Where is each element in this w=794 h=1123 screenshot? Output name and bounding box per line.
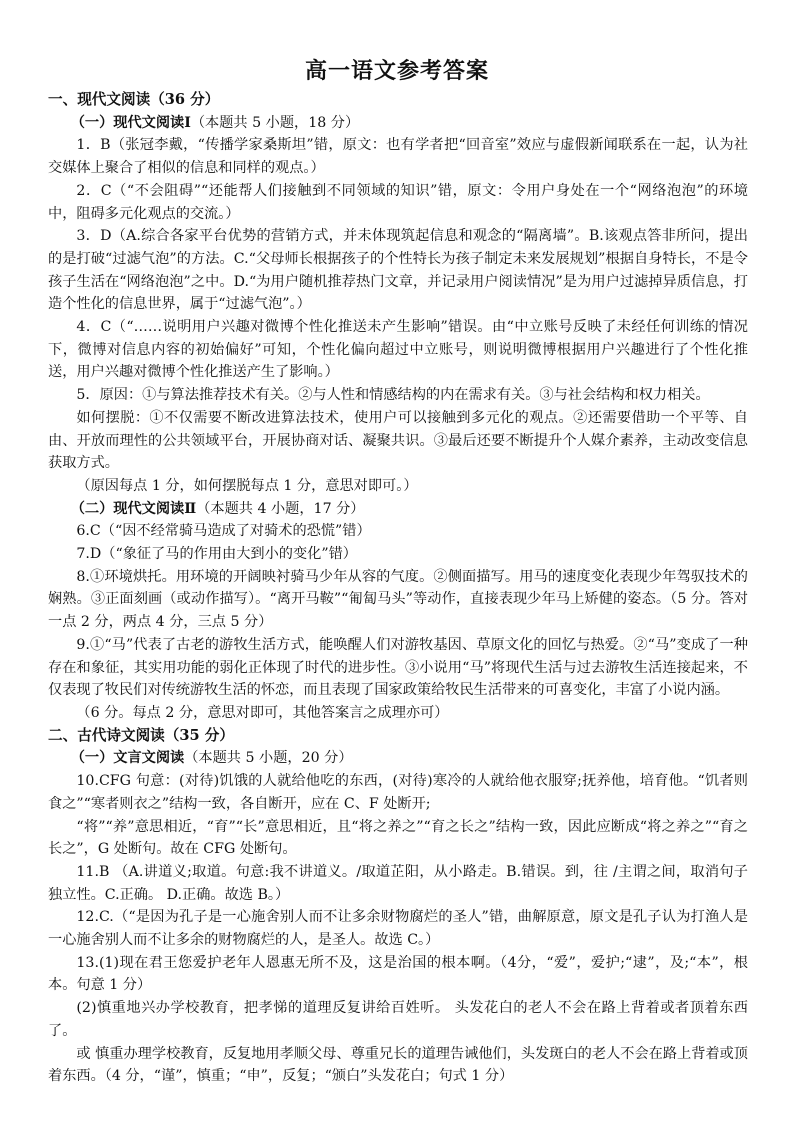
answer-q2: 2．C（“不会阻碍”“还能帮人们接触到不同领域的知识”错，原文：令用户身处在一个“网络泡泡”的环境中，阻碍多元化观点的交流。）	[48, 182, 748, 222]
section-heading-classical-reading: 二、古代诗文阅读（35 分）	[48, 726, 234, 744]
subsection-heading	[48, 747, 748, 770]
answer-q13-part1: 13.(1)现在君王您爱护老年人恩惠无所不及，这是治国的根本啊。（4分，“爱”，爱护;“逮”，及;“本”，根本。句意 1 分）	[48, 954, 748, 994]
section-heading-modern-reading: 一、现代文阅读（36 分）	[48, 91, 220, 108]
answer-q5-reasons: 5．原因：①与算法推荐技术有关。②与人性和情感结构的内在需求有关。③与社会结构和权力相关。	[76, 387, 710, 404]
answer-q5-scoring: （原因每点 1 分，如何摆脱每点 1 分，意思对即可。）	[76, 477, 418, 494]
answer-q1: 1．B（张冠李戴，“传播学家桑斯坦”错，原文：也有学者把“回音室”效应与虚假新闻联系在一起，认为社交媒体上聚合了相似的信息和同样的观点。）	[48, 137, 748, 177]
answer-q4: 4．C（“……说明用户兴趣对微博个性化推送未产生影响”错误。由“中立账号反映了未经任何训练的情况下，微博对信息内容的初始偏好”可知，个性化偏向超过中立账号，则说明微博根据用户兴趣进行了个性化推送，用户兴趣对微博个性化推送产生了影响。）	[48, 319, 748, 381]
subsection-label: （一）现代文阅读Ⅰ	[70, 114, 191, 131]
subsection-note: （本题共 4 小题，17 分）	[196, 500, 365, 517]
answer-q9-scoring: （6 分。每点 2 分，意思对即可，其他答案言之成理亦可）	[76, 704, 449, 721]
answer-q13-part2: (2)慎重地兴办学校教育，把孝悌的道理反复讲给百姓听。 头发花白的老人不会在路上背着或者顶着东西了。	[48, 1000, 748, 1039]
subsection-label: （一）文言文阅读	[70, 750, 185, 767]
subsection-note: （本题共 5 小题，20 分）	[184, 750, 353, 767]
answer-q13-alternative: 或 慎重办理学校教育，反复地用孝顺父母、尊重兄长的道理告诫他们，头发斑白的老人不会在路上背着或顶着东西。（4 分，“谨”，慎重；“申”，反复；“颁白”头发花白；句式 1 分）	[48, 1045, 748, 1085]
answer-q5-solutions: 如何摆脱：①不仅需要不断改进算法技术，使用户可以接触到多元化的观点。②还需要借助一个平等、自由、开放而理性的公共领域平台，开展协商对话、凝聚共识。③最后还要不断提升个人媒介素养，主动改变信息获取方式。	[48, 409, 748, 472]
answer-content	[48, 89, 748, 1088]
answer-q11: 11.B （A.讲道义;取道。句意:我不讲道义。/取道芷阳，从小路走。B.错误。到，往 /主谓之间，取消句子独立性。C.正确。 D.正确。故选 B。）	[48, 863, 748, 903]
answer-q8: 8.①环境烘托。用环境的开阔映衬骑马少年从容的气度。②侧面描写。用马的速度变化表现少年驾驭技术的娴熟。③正面刻画（或动作描写）。“离开马鞍”“匍匐马头”等动作，直接表现少年马上矫健的姿态。（5 分。答对一点 2 分，两点 4 分，三点 5 分）	[48, 568, 748, 631]
answer-q6: 6.C（“因不经常骑马造成了对骑术的恐慌”错）	[76, 523, 371, 540]
answer-q10: 10.CFG 句意：(对待)饥饿的人就给他吃的东西，(对待)寒冷的人就给他衣服穿;抚养他，培育他。“饥者则食之”“寒者则衣之”结构一致，各自断开，应在 C、F 处断开;	[48, 773, 748, 812]
answer-q3: 3．D（A.综合各家平台优势的营销方式，并未体现筑起信息和观念的“隔离墙”。B.该观点答非所问，提出的是打破“过滤气泡”的方法。C.“父母师长根据孩子的个性特长为孩子制定未来发展规划”根据自身特长，不是令孩子生活在“网络泡泡”之中。D.“为用户随机推荐热门文章，并记录用户阅读情况”是为用户过滤掉异质信息，打造个性化的信息世界，属于“过滤气泡”。）	[48, 228, 748, 313]
subsection-label: （二）现代文阅读Ⅱ	[70, 500, 197, 517]
answer-q12: 12.C.（“是因为孔子是一心施舍别人而不让多余财物腐烂的圣人”错，曲解原意，原文是孔子认为打渔人是一心施舍别人而不让多余的财物腐烂的人，是圣人。故选 C。）	[48, 909, 748, 949]
answer-q10-detail: “将”“养”意思相近，“育”“长”意思相近，且“将之养之”“育之长之”结构一致，因此应断成“将之养之”“育之长之”，G 处断句。故在 CFG 处断句。	[48, 818, 748, 858]
subsection-heading	[48, 498, 748, 521]
page-title: 高一语文参考答案	[304, 58, 489, 84]
answer-q7: 7.D（“象征了马的作用由大到小的变化”错）	[76, 546, 357, 563]
subsection-heading	[48, 112, 748, 135]
answer-q9: 9.①“马”代表了古老的游牧生活方式，能唤醒人们对游牧基因、草原文化的回忆与热爱。②“马”变成了一种存在和象征，其实用功能的弱化正体现了时代的进步性。③小说用“马”将现代生活与过去游牧生活连接起来，不仅表现了牧民们对传统游牧生活的怀恋，而且表现了国家政策给牧民生活带来的可喜变化，丰富了小说内涵。	[48, 636, 748, 699]
subsection-note: （本题共 5 小题，18 分）	[190, 114, 360, 131]
